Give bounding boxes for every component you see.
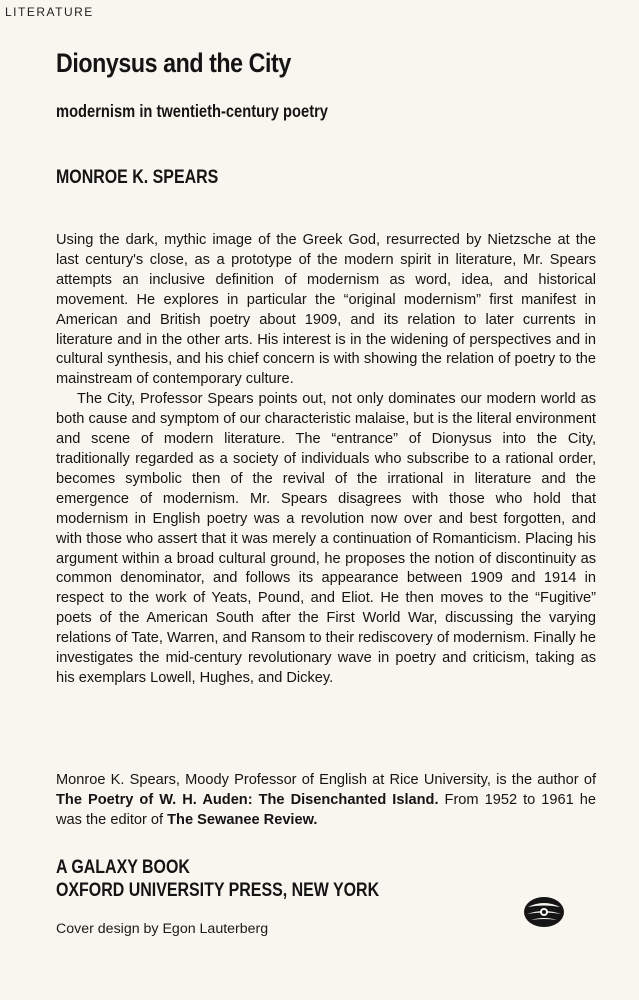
galaxy-book-logo-icon xyxy=(522,895,566,929)
bio-book-title-1: The Poetry of W. H. Auden: The Disenchanted Island. xyxy=(56,791,439,808)
publisher-imprint xyxy=(56,856,379,902)
book-description xyxy=(56,231,596,689)
bio-book-title-2: The Sewanee Review. xyxy=(167,811,318,828)
author-name: MONROE K. SPEARS xyxy=(56,167,219,188)
description-paragraph-2: The City, Professor Spears points out, not only dominates our modern world as both cause and symptom of our characteristic malaise, but is the literal environment and scene of modern literature. The “entrance” of Dionysus into the City, traditionally regarded as a society of individuals who subscribe to a rational order, becomes symbolic then of the revival of the irrational in literature and the emergence of modernism. Mr. Spears disagrees with those who hold that modernism in English poetry was a revolution now over and best forgotten, and with those who assert that it was merely a continuation of Romanticism. Placing his argument within a broad cultural ground, he proposes the notion of discontinuity as common denominator, and follows its appearance between 1909 and 1914 in respect to the work of Yeats, Pound, and Eliot. He then moves to the “Fugitive” poets of the American South after the First World War, discussing the varying relations of Tate, Warren, and Ransom to their rediscovery of modernism. Finally he investigates the mid-century revolutionary wave in poetry and criticism, taking as his exemplars Lowell, Hughes, and Dickey. xyxy=(56,391,596,686)
section-label: LITERATURE xyxy=(5,5,94,19)
bio-text-1: Monroe K. Spears, Moody Professor of English at Rice University, is the author of xyxy=(56,772,596,788)
publisher-name: OXFORD UNIVERSITY PRESS, NEW YORK xyxy=(56,880,380,901)
bio-text-2: From 1952 to 1961 he was the editor of xyxy=(56,791,597,828)
author-bio xyxy=(56,771,596,831)
book-title: Dionysus and the City xyxy=(56,48,291,78)
series-name: A GALAXY BOOK xyxy=(56,857,190,878)
cover-design-credit: Cover design by Egon Lauterberg xyxy=(56,921,269,937)
book-subtitle: modernism in twentieth-century poetry xyxy=(56,101,328,121)
description-paragraph-1: Using the dark, mythic image of the Greek God, resurrected by Nietzsche at the last century's close, as a prototype of the modern spirit in literature, Mr. Spears attempts an inclusive definition of modernism as word, idea, and historical movement. He explores in particular the “original modernism” first manifest in American and British poetry about 1909, and its relation to later currents in literature and in the other arts. His interest is in the widening of perspectives and in cultural synthesis, and his chief concern is with showing the relation of poetry to the mainstream of contemporary culture. xyxy=(56,232,596,388)
